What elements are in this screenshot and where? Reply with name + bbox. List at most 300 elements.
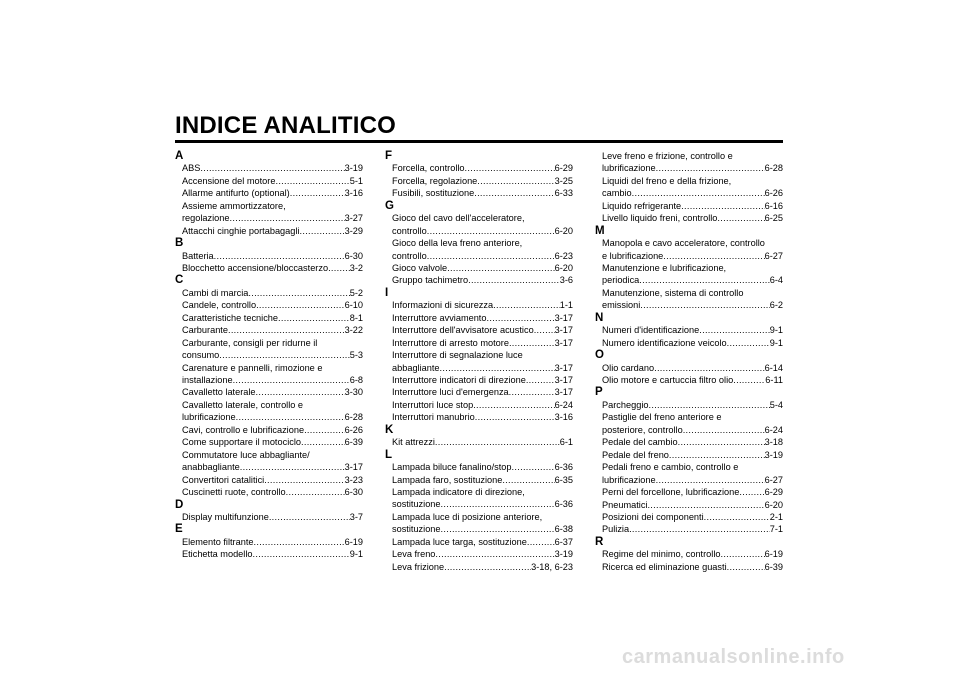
entry-term: anabbagliante	[182, 462, 240, 473]
entry-heading-line: Commutatore luce abbagliante/	[182, 449, 310, 460]
entry-term: Numeri d'identificazione	[602, 325, 700, 336]
entry-heading-line: Carenature e pannelli, rimozione e	[182, 362, 323, 373]
entry-term: cambio	[602, 188, 632, 199]
index-entry	[175, 162, 363, 174]
dot-leader	[441, 523, 555, 535]
dot-leader	[264, 474, 344, 486]
entry-page-ref: 6-27	[764, 250, 783, 261]
index-entry	[595, 324, 783, 336]
section-letter: R	[595, 535, 604, 548]
entry-page-ref: 6-20	[554, 225, 573, 236]
entry-term: Attacchi cinghie portabagagli	[182, 225, 300, 236]
dot-leader	[727, 337, 770, 349]
entry-heading-line: Manutenzione, sistema di controllo	[602, 287, 744, 298]
index-entry	[175, 225, 363, 237]
entry-term: Pedale del cambio	[602, 437, 678, 448]
entry-heading-line: Assieme ammortizzatore,	[182, 200, 286, 211]
index-column-2	[385, 150, 573, 573]
dot-leader	[678, 436, 765, 448]
entry-term: Leva frizione	[392, 561, 445, 572]
dot-leader	[440, 362, 555, 374]
entry-page-ref: 6-24	[764, 424, 783, 435]
entry-term: Perni del forcellone, lubrificazione	[602, 487, 740, 498]
entry-term: Livello liquido freni, controllo	[602, 213, 718, 224]
dot-leader	[475, 411, 555, 423]
entry-term: Lampada luce targa, sostituzione	[392, 536, 527, 547]
dot-leader	[256, 299, 345, 311]
index-entry	[175, 287, 363, 299]
entry-term: Numero identificazione veicolo	[602, 337, 727, 348]
entry-term: sostituzione	[392, 499, 441, 510]
index-entry	[595, 511, 783, 523]
dot-leader	[739, 486, 764, 498]
entry-page-ref: 3-6	[559, 275, 573, 286]
dot-leader	[254, 536, 345, 548]
dot-leader	[441, 498, 555, 510]
index-entry	[385, 474, 573, 486]
dot-leader	[493, 299, 560, 311]
dot-leader	[233, 374, 350, 386]
entry-term: Allarme antifurto (optional)	[182, 188, 290, 199]
entry-page-ref: 2-1	[769, 511, 783, 522]
dot-leader	[468, 274, 560, 286]
index-entry	[595, 337, 783, 349]
dot-leader	[656, 474, 765, 486]
index-entry	[175, 386, 363, 398]
entry-page-ref: 8-1	[349, 312, 363, 323]
index-entry	[595, 486, 783, 498]
entry-page-ref: 6-39	[764, 561, 783, 572]
index-entry	[385, 349, 573, 374]
index-entry	[175, 175, 363, 187]
section-letter: K	[385, 423, 394, 436]
index-entry	[385, 511, 573, 536]
entry-page-ref: 6-36	[554, 499, 573, 510]
index-entry	[385, 262, 573, 274]
entry-term: abbagliante	[392, 362, 440, 373]
entry-heading-line: Pedali freno e cambio, controllo e	[602, 462, 739, 473]
entry-term: Display multifunzione	[182, 511, 269, 522]
section-letter: D	[175, 498, 184, 511]
entry-heading-line: Leve freno e frizione, controllo e	[602, 151, 733, 161]
dot-leader	[477, 175, 554, 187]
entry-term: ABS	[182, 163, 201, 174]
dot-leader	[473, 399, 554, 411]
entry-heading-line: Liquidi del freno e della frizione,	[602, 175, 732, 186]
entry-page-ref: 6-28	[344, 412, 363, 423]
entry-page-ref: 6-30	[344, 487, 363, 498]
entry-page-ref: 6-25	[764, 213, 783, 224]
entry-term: Caratteristiche tecniche	[182, 312, 279, 323]
dot-leader	[236, 411, 345, 423]
index-entry	[175, 486, 363, 498]
entry-term: Regime del minimo, controllo	[602, 549, 721, 560]
entry-term: Cavalletto laterale	[182, 387, 256, 398]
index-entry	[595, 237, 783, 262]
dot-leader	[663, 250, 764, 262]
index-entry	[175, 424, 363, 436]
entry-term: Lampada biluce fanalino/stop	[392, 462, 512, 473]
dot-leader	[512, 461, 555, 473]
entry-term: Olio motore e cartuccia filtro olio	[602, 375, 734, 386]
entry-term: Olio cardano	[602, 362, 655, 373]
dot-leader	[427, 250, 555, 262]
entry-page-ref: 6-11	[765, 375, 783, 386]
dot-leader	[435, 548, 554, 560]
index-entry	[175, 449, 363, 474]
index-entry	[385, 212, 573, 237]
dot-leader	[526, 374, 555, 386]
entry-page-ref: 3-30	[344, 387, 363, 398]
entry-page-ref: 9-1	[349, 549, 363, 560]
index-entry	[175, 299, 363, 311]
dot-leader	[720, 548, 764, 560]
entry-term: Interruttori manubrio	[392, 412, 475, 423]
entry-term: Fusibili, sostituzione	[392, 188, 475, 199]
entry-page-ref: 6-28	[764, 163, 783, 174]
dot-leader	[252, 548, 349, 560]
index-entry	[175, 511, 363, 523]
entry-page-ref: 3-23	[344, 474, 363, 485]
dot-leader	[228, 324, 345, 336]
entry-term: periodica	[602, 275, 640, 286]
index-entry	[385, 461, 573, 473]
entry-term: Pneumatici	[602, 499, 648, 510]
dot-leader	[304, 424, 345, 436]
index-entry	[385, 436, 573, 448]
dot-leader	[717, 212, 764, 224]
index-entry	[175, 324, 363, 336]
entry-heading-line: Carburante, consigli per ridurne il	[182, 337, 318, 348]
entry-term: Lampada faro, sostituzione	[392, 474, 503, 485]
entry-page-ref: 6-14	[764, 362, 783, 373]
index-column-1	[175, 150, 363, 561]
entry-page-ref: 5-2	[349, 287, 363, 298]
entry-page-ref: 7-1	[769, 524, 783, 535]
entry-page-ref: 3-18	[764, 437, 783, 448]
entry-page-ref: 5-3	[349, 350, 363, 361]
index-entry	[175, 200, 363, 225]
index-entry	[385, 411, 573, 423]
entry-term: consumo	[182, 350, 220, 361]
watermark-text: carmanualsonline.info	[622, 646, 845, 668]
entry-term: Interruttore dell'avvisatore acustico	[392, 325, 534, 336]
dot-leader	[654, 362, 765, 374]
index-entry	[385, 561, 573, 573]
index-entry	[595, 287, 783, 312]
entry-heading-line: Manopola e cavo acceleratore, controllo	[602, 238, 765, 249]
dot-leader	[248, 287, 349, 299]
entry-page-ref: 6-30	[344, 250, 363, 261]
dot-leader	[435, 436, 560, 448]
entry-page-ref: 6-26	[764, 188, 783, 199]
index-entry	[385, 486, 573, 511]
entry-page-ref: 6-10	[344, 300, 363, 311]
entry-page-ref: 6-35	[554, 474, 573, 485]
entry-term: emissioni	[602, 300, 641, 311]
index-entry	[595, 461, 783, 486]
dot-leader	[278, 312, 350, 324]
dot-leader	[632, 187, 765, 199]
entry-term: Gioco valvole	[392, 262, 448, 273]
entry-term: Interruttore di arresto motore	[392, 337, 509, 348]
index-entry	[595, 561, 783, 573]
entry-page-ref: 9-1	[769, 337, 783, 348]
entry-page-ref: 6-20	[554, 262, 573, 273]
entry-term: Interruttore indicatori di direzione	[392, 375, 526, 386]
entry-page-ref: 3-19	[554, 549, 573, 560]
dot-leader	[733, 374, 765, 386]
section-letter: G	[385, 199, 394, 212]
entry-term: Leva freno	[392, 549, 436, 560]
dot-leader	[629, 523, 770, 535]
entry-page-ref: 3-25	[554, 175, 573, 186]
entry-term: controllo	[392, 225, 427, 236]
dot-leader	[509, 386, 555, 398]
entry-page-ref: 6-33	[554, 188, 573, 199]
entry-term: sostituzione	[392, 524, 441, 535]
index-entry	[595, 374, 783, 386]
entry-term: Interruttori luce stop	[392, 399, 474, 410]
dot-leader	[727, 561, 765, 573]
index-column-3	[595, 150, 783, 573]
section-letter: P	[595, 386, 603, 399]
dot-leader	[427, 225, 555, 237]
index-entry	[175, 548, 363, 560]
entry-term: Come supportare il motociclo	[182, 437, 301, 448]
index-entry	[595, 212, 783, 224]
entry-page-ref: 6-19	[344, 536, 363, 547]
entry-heading-line: Lampada luce di posizione anteriore,	[392, 511, 543, 522]
entry-page-ref: 6-8	[349, 375, 363, 386]
dot-leader	[219, 349, 349, 361]
entry-term: lubrificazione	[182, 412, 236, 423]
entry-heading-line: Cavalletto laterale, controllo e	[182, 399, 304, 410]
entry-term: Cavi, controllo e lubrificazione	[182, 424, 305, 435]
entry-term: lubrificazione	[602, 163, 656, 174]
dot-leader	[447, 262, 554, 274]
entry-page-ref: 6-27	[764, 474, 783, 485]
index-entry	[175, 187, 363, 199]
dot-leader	[486, 312, 554, 324]
entry-term: Informazioni di sicurezza	[392, 300, 494, 311]
index-entry	[595, 449, 783, 461]
entry-term: Pulizia	[602, 524, 630, 535]
entry-page-ref: 6-24	[554, 399, 573, 410]
dot-leader	[290, 187, 345, 199]
entry-page-ref: 6-26	[344, 424, 363, 435]
index-entry	[175, 474, 363, 486]
entry-page-ref: 6-1	[559, 437, 573, 448]
entry-term: posteriore, controllo	[602, 424, 683, 435]
dot-leader	[656, 162, 765, 174]
index-entry	[385, 386, 573, 398]
entry-page-ref: 3-17	[344, 462, 363, 473]
title-rule	[175, 140, 783, 143]
entry-page-ref: 3-19	[344, 163, 363, 174]
entry-page-ref: 3-7	[349, 511, 363, 522]
index-entry	[175, 312, 363, 324]
entry-heading-line: Interruttore di segnalazione luce	[392, 350, 523, 361]
section-letter: L	[385, 448, 393, 461]
dot-leader	[534, 324, 555, 336]
dot-leader	[502, 474, 554, 486]
entry-term: e lubrificazione	[602, 250, 664, 261]
section-letter: M	[595, 224, 605, 237]
index-entry	[595, 436, 783, 448]
entry-term: Elemento filtrante	[182, 536, 254, 547]
entry-page-ref: 3-17	[554, 375, 573, 386]
entry-page-ref: 6-20	[764, 499, 783, 510]
entry-term: Batteria	[182, 250, 214, 261]
entry-term: Forcella, regolazione	[392, 175, 478, 186]
entry-page-ref: 3-17	[554, 362, 573, 373]
entry-term: Candele, controllo	[182, 300, 257, 311]
entry-heading-line: Gioco del cavo dell'acceleratore,	[392, 213, 525, 224]
dot-leader	[269, 511, 350, 523]
section-letter: F	[385, 150, 393, 162]
page-title: INDICE ANALITICO	[175, 112, 396, 139]
entry-term: Carburante	[182, 325, 228, 336]
dot-leader	[509, 337, 555, 349]
entry-term: Interruttore luci d'emergenza	[392, 387, 509, 398]
entry-page-ref: 9-1	[769, 325, 783, 336]
dot-leader	[299, 225, 344, 237]
section-letter: E	[175, 523, 183, 536]
entry-page-ref: 6-37	[554, 536, 573, 547]
entry-page-ref: 3-17	[554, 337, 573, 348]
dot-leader	[286, 486, 345, 498]
index-entry	[175, 536, 363, 548]
index-entry	[385, 324, 573, 336]
index-entry	[595, 362, 783, 374]
entry-heading-line: Gioco della leva freno anteriore,	[392, 238, 523, 249]
entry-page-ref: 5-1	[349, 175, 363, 186]
section-letter: C	[175, 274, 184, 287]
index-entry	[595, 411, 783, 436]
dot-leader	[639, 274, 769, 286]
entry-page-ref: 6-29	[554, 163, 573, 174]
entry-page-ref: 3-27	[344, 213, 363, 224]
entry-page-ref: 1-1	[559, 300, 573, 311]
entry-page-ref: 3-22	[344, 325, 363, 336]
section-letter: B	[175, 237, 184, 250]
dot-leader	[474, 187, 554, 199]
dot-leader	[230, 212, 345, 224]
entry-page-ref: 3-17	[554, 325, 573, 336]
dot-leader	[328, 262, 350, 274]
entry-page-ref: 3-17	[554, 312, 573, 323]
entry-page-ref: 6-39	[344, 437, 363, 448]
index-entry	[175, 250, 363, 262]
index-entry	[595, 523, 783, 535]
index-entry	[175, 337, 363, 362]
dot-leader	[683, 424, 765, 436]
dot-leader	[275, 175, 349, 187]
entry-term: Liquido refrigerante	[602, 200, 682, 211]
entry-term: Parcheggio	[602, 399, 649, 410]
section-letter: A	[175, 150, 184, 162]
entry-term: installazione	[182, 375, 233, 386]
dot-leader	[200, 162, 344, 174]
entry-term: Etichetta modello	[182, 549, 253, 560]
entry-page-ref: 6-38	[554, 524, 573, 535]
index-entry	[175, 262, 363, 274]
entry-page-ref: 5-4	[769, 399, 783, 410]
index-entry	[385, 175, 573, 187]
index-entry	[385, 162, 573, 174]
entry-term: lubrificazione	[602, 474, 656, 485]
entry-page-ref: 3-16	[344, 188, 363, 199]
index-entry	[385, 299, 573, 311]
index-entry	[385, 312, 573, 324]
index-entry	[385, 548, 573, 560]
index-entry	[385, 374, 573, 386]
entry-page-ref: 3-16	[554, 412, 573, 423]
entry-page-ref: 3-18, 6-23	[531, 561, 573, 572]
entry-term: Blocchetto accensione/bloccasterzo	[182, 262, 329, 273]
index-entry	[385, 274, 573, 286]
index-entry	[595, 262, 783, 287]
entry-page-ref: 3-29	[344, 225, 363, 236]
entry-page-ref: 6-4	[769, 275, 783, 286]
entry-heading-line: Lampada indicatore di direzione,	[392, 487, 525, 497]
entry-page-ref: 6-23	[554, 250, 573, 261]
dot-leader	[647, 499, 764, 511]
entry-term: Interruttore avviamento	[392, 312, 487, 323]
entry-term: regolazione	[182, 213, 230, 224]
index-entry	[595, 548, 783, 560]
entry-page-ref: 6-16	[764, 200, 783, 211]
dot-leader	[699, 324, 769, 336]
dot-leader	[704, 511, 770, 523]
index-entry	[595, 175, 783, 200]
entry-page-ref: 6-29	[764, 487, 783, 498]
index-entry	[385, 399, 573, 411]
index-entry	[385, 536, 573, 548]
entry-term: Kit attrezzi	[392, 437, 435, 448]
dot-leader	[640, 299, 769, 311]
index-entry	[385, 337, 573, 349]
index-entry	[595, 399, 783, 411]
dot-leader	[444, 561, 531, 573]
entry-term: Gruppo tachimetro	[392, 275, 469, 286]
entry-page-ref: 3-17	[554, 387, 573, 398]
entry-term: Posizioni dei componenti	[602, 511, 704, 522]
dot-leader	[669, 449, 765, 461]
entry-page-ref: 3-19	[764, 449, 783, 460]
index-entry	[175, 362, 363, 387]
index-entry	[175, 399, 363, 424]
dot-leader	[214, 250, 345, 262]
entry-term: Ricerca ed eliminazione guasti	[602, 561, 727, 572]
entry-term: Cuscinetti ruote, controllo	[182, 487, 286, 498]
dot-leader	[681, 200, 764, 212]
index-entry	[175, 436, 363, 448]
index-entry	[595, 150, 783, 175]
dot-leader	[465, 162, 555, 174]
dot-leader	[240, 461, 345, 473]
index-entry	[385, 237, 573, 262]
index-entry	[595, 499, 783, 511]
entry-term: Cambi di marcia	[182, 287, 249, 298]
entry-page-ref: 6-36	[554, 462, 573, 473]
dot-leader	[256, 386, 345, 398]
section-letter: N	[595, 311, 604, 324]
index-entry	[595, 200, 783, 212]
dot-leader	[648, 399, 769, 411]
section-letter: O	[595, 349, 604, 362]
